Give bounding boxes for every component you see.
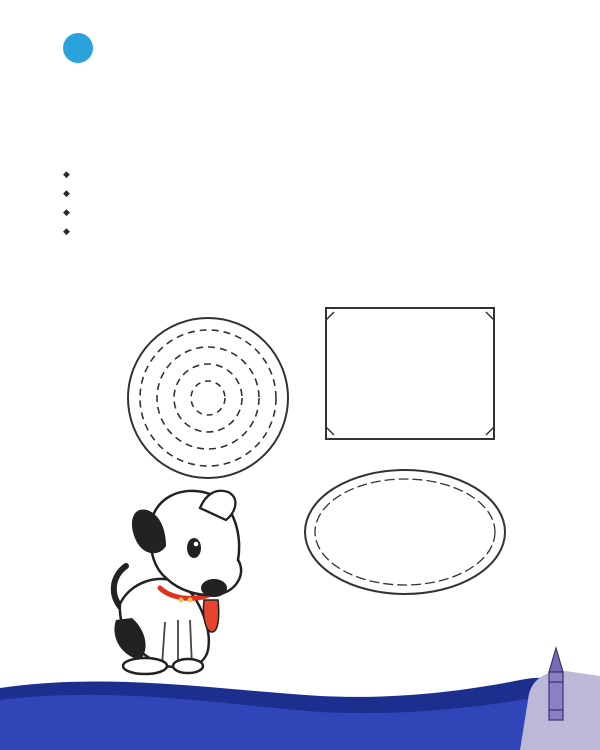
bullet-icon: ◆ — [63, 208, 70, 218]
bullet-icon: ◆ — [63, 170, 70, 180]
rectangular-rug[interactable] — [326, 308, 494, 439]
bullet-icon: ◆ — [63, 189, 70, 199]
crayon-icon — [549, 648, 563, 720]
bullet-icon: ◆ — [63, 227, 70, 237]
round-rug[interactable] — [128, 318, 288, 478]
oval-rug[interactable] — [305, 470, 505, 594]
dog-illustration — [114, 491, 241, 674]
bottom-wave-decoration — [0, 678, 600, 750]
